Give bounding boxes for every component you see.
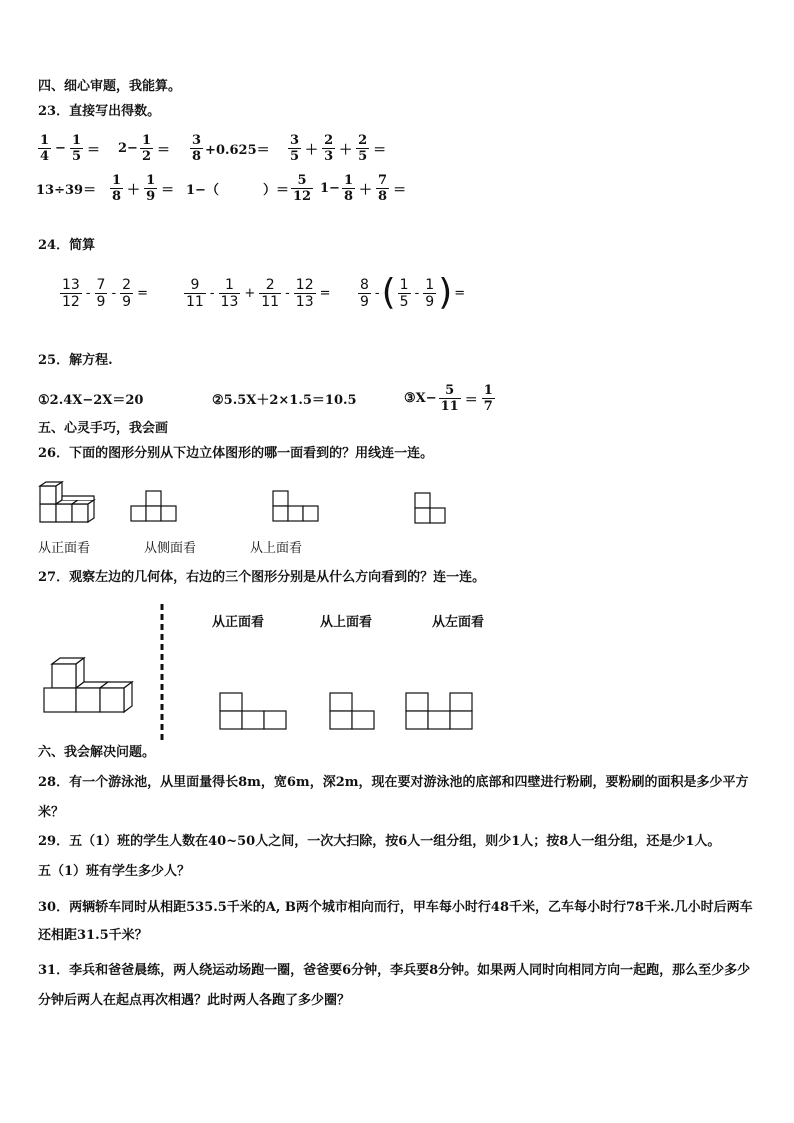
question-26-title: 26．下面的图形分别从下边立体图形的哪一面看到的？用线连一连。 [38, 446, 434, 461]
q26-label-front: 从正面看 [38, 541, 91, 556]
q27-view-2 [329, 692, 377, 730]
q23-expr-4: $\frac{3}{5}$ ＋ $\frac{2}{3}$ ＋ $\frac{2}{5}$ ＝ [290, 132, 387, 164]
question-28: 28．有一个游泳池，从里面量得长8m，宽6m，深2m，现在要对游泳池的底部和四壁进行粉刷，要粉刷的面积是多少平方米？ [38, 775, 749, 820]
question-27-title: 27．观察左边的几何体，右边的三个图形分别是从什么方向看到的？连一连。 [38, 570, 486, 585]
section-5-title: 五、心灵手巧，我会画 [38, 421, 169, 436]
q23-expr-3: $\frac{3}{8}$ +0.625＝ [192, 132, 270, 164]
question-30: 30．两辆轿车同时从相距535.5千米的A, B两个城市相向而行，甲车每小时行48千米，乙车每小时行78千米.几小时后两车还相距31.5千米？ [38, 900, 753, 943]
section-6-title: 六、我会解决问题。 [38, 745, 156, 760]
q23-expr-8: 1− $\frac{1}{8}$ ＋ $\frac{7}{8}$ ＝ [320, 172, 407, 204]
question-23-title: 23．直接写出得数。 [38, 104, 161, 119]
q23-expr-5: 13÷39＝ [36, 182, 97, 198]
q23-expr-1: $\frac{1}{4}$ − $\frac{1}{5}$ ＝ [40, 132, 101, 164]
q25-equation-2: ②5.5X＋2×1.5＝10.5 [212, 392, 357, 408]
q26-view-3 [414, 492, 448, 526]
q26-solid-figure [38, 482, 102, 526]
q27-label-left: 从左面看 [432, 615, 485, 630]
q24-expr-3: $\frac{8}{9}$ - ( $\frac{1}{5}$ - $\frac{1}{9}$ ) = [360, 272, 466, 313]
q23-expr-2: 2− $\frac{1}{2}$ ＝ [118, 132, 171, 164]
q27-solid-figure [44, 658, 138, 716]
q27-view-3 [405, 692, 475, 730]
question-25-title: 25．解方程. [38, 353, 113, 368]
q26-label-side: 从侧面看 [144, 541, 197, 556]
q26-label-top: 从上面看 [250, 541, 303, 556]
q27-label-front: 从正面看 [212, 615, 265, 630]
section-4-title: 四、细心审题，我能算。 [38, 79, 182, 94]
question-29-line-1: 29．五（1）班的学生人数在40~50人之间，一次大扫除，按6人一组分组，则少1人；按8人一组分组，还是少1人。 [38, 834, 721, 849]
question-29-line-2: 五（1）班有学生多少人？ [38, 864, 191, 879]
q26-view-2 [272, 490, 320, 524]
q27-view-1 [219, 692, 289, 730]
q23-expr-6: $\frac{1}{8}$ ＋ $\frac{1}{9}$ ＝ [112, 172, 175, 204]
q27-divider-line [160, 604, 164, 740]
q24-expr-2: $\frac{9}{11}$ - $\frac{1}{13}$ + $\frac{2}{11}$ - $\frac{12}{13}$ = [186, 276, 331, 310]
question-31: 31．李兵和爸爸晨练，两人绕运动场跑一圈，爸爸要6分钟，李兵要8分钟。如果两人同时向相同方向一起跑，那么至少多少分钟后两人在起点再次相遇？此时两人各跑了多少圈？ [38, 963, 751, 1008]
q23-expr-7: 1−（ ）＝ $\frac{5}{12}$ [186, 172, 312, 204]
question-24-title: 24．简算 [38, 238, 96, 253]
q26-view-1 [130, 490, 178, 524]
q24-expr-1: $\frac{13}{12}$ - $\frac{7}{9}$ - $\frac{2}{9}$ = [62, 276, 148, 310]
q27-label-top: 从上面看 [320, 615, 373, 630]
q25-equation-1: ①2.4X−2X＝20 [38, 392, 144, 408]
q25-equation-3: ③X− $\frac{5}{11}$ ＝ $\frac{1}{7}$ [404, 382, 493, 414]
